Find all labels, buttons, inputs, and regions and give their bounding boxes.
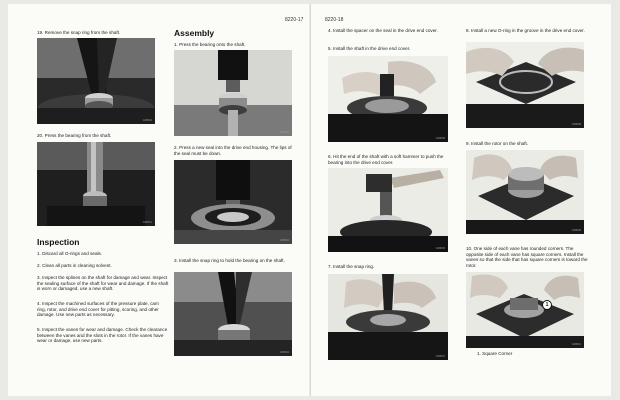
photo-code: G08007 bbox=[435, 355, 445, 358]
step-caption: 7. Install the snap ring. bbox=[328, 264, 375, 269]
step-caption: 20. Press the bearing from the shaft. bbox=[37, 133, 112, 138]
callout-legend: 1. Square Corner bbox=[477, 351, 513, 356]
photo-code: G08008 bbox=[571, 123, 581, 126]
inspection-item: 3. Inspect the splines on the shaft for damage and wear. Inspect the sealing surface of the shaft for wear and damage. If the shaft is worn or damaged, use a new shaft. bbox=[37, 275, 169, 292]
photo-install-vanes bbox=[466, 272, 584, 348]
page-number: 8220-18 bbox=[325, 17, 344, 23]
page-number: 8220-17 bbox=[285, 17, 304, 23]
inspection-item: 4. Inspect the machined surfaces of the pressure plate, cam ring, rotor, and drive end cover for pitting, scoring, and other damage. Use new parts as necessary. bbox=[37, 301, 159, 318]
photo-code: G08009 bbox=[571, 229, 581, 232]
step-caption: 19. Remove the snap ring from the shaft. bbox=[37, 30, 121, 35]
inspection-item: 1. Discard all O-rings and seals. bbox=[37, 251, 103, 256]
photo-press-bearing-from-shaft bbox=[37, 142, 155, 226]
photo-press-seal-into-housing bbox=[174, 160, 292, 244]
photo-code: G08001 bbox=[142, 221, 152, 224]
photo-code: G08003 bbox=[279, 239, 289, 242]
inspection-item: 2. Clean all parts in cleaning solvent. bbox=[37, 263, 112, 268]
photo-install-shaft-in-cover bbox=[328, 56, 448, 142]
photo-install-rotor bbox=[466, 150, 584, 234]
section-heading-assembly: Assembly bbox=[174, 28, 215, 38]
photo-code: G08004 bbox=[279, 351, 289, 354]
photo-remove-snap-ring bbox=[37, 38, 155, 124]
step-caption: 1. Press the bearing onto the shaft. bbox=[174, 42, 246, 47]
photo-code: G08000 bbox=[142, 119, 152, 122]
photo-code: G08010 bbox=[571, 343, 581, 346]
manual-page-left bbox=[8, 4, 309, 396]
photo-code: G08005 bbox=[435, 137, 445, 140]
step-caption: 2. Press a new seal into the drive end housing. The lips of the seal must be down. bbox=[174, 145, 292, 156]
step-caption: 8. Install a new O-ring in the groove in the drive end cover. bbox=[466, 28, 585, 33]
step-caption: 9. Install the rotor on the shaft. bbox=[466, 141, 529, 146]
step-caption: 5. Install the shaft in the drive end cover. bbox=[328, 46, 411, 51]
callout-marker: 1 bbox=[542, 300, 552, 310]
photo-install-snap-ring bbox=[174, 272, 292, 356]
step-caption: 4. Install the spacer on the seal in the drive end cover. bbox=[328, 28, 438, 33]
step-caption: 10. One side of each vane has rounded corners. The opposite side of each vane has square corners. Install the vanes so that the side that has square corners is toward the rotor. bbox=[466, 246, 588, 268]
photo-press-bearing-onto-shaft bbox=[174, 50, 292, 136]
photo-install-o-ring bbox=[466, 42, 584, 128]
step-caption: 6. Hit the end of the shaft with a soft hammer to push the bearing into the drive end cover. bbox=[328, 154, 444, 165]
photo-code: G08002 bbox=[279, 131, 289, 134]
photo-code: G08006 bbox=[435, 247, 445, 250]
photo-install-snap-ring bbox=[328, 274, 448, 360]
photo-hammer-shaft-end bbox=[328, 168, 448, 252]
section-heading-inspection: Inspection bbox=[37, 237, 80, 247]
step-caption: 3. Install the snap ring to hold the bearing on the shaft. bbox=[174, 258, 285, 263]
manual-page-right bbox=[310, 4, 611, 396]
inspection-item: 5. Inspect the vanes for wear and damage. Check the clearance between the vanes and the slots in the rotor. If the vanes have wear or damage, use new parts. bbox=[37, 327, 168, 344]
